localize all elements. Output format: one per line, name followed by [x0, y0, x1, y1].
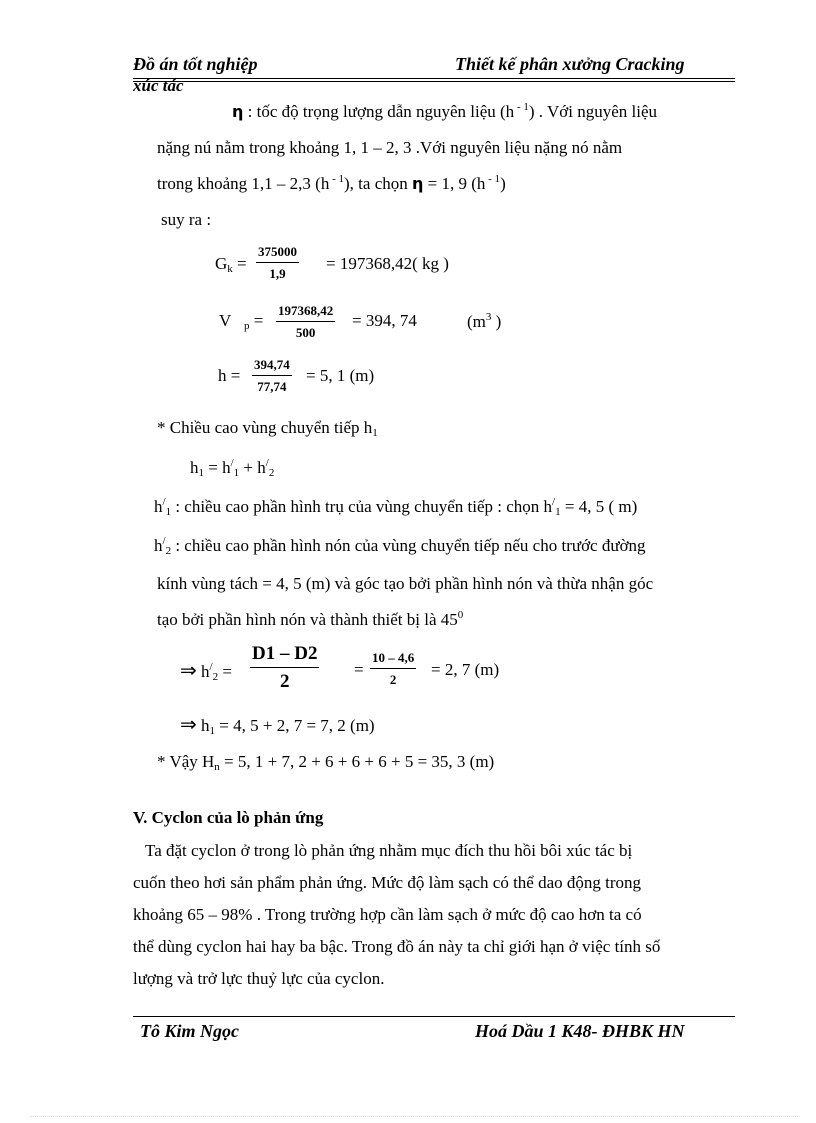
subscript: 2: [212, 671, 219, 683]
equals: =: [354, 660, 364, 679]
numeric-numerator: 10 – 4,6: [370, 650, 416, 669]
vp-fraction: [276, 303, 335, 341]
prime-mark: /: [162, 535, 166, 547]
gk-denominator: 1,9: [269, 266, 286, 281]
h-result: = 5, 1 (m): [306, 366, 375, 385]
header-rule-bottom: [133, 81, 735, 82]
vp-lhs: [219, 311, 263, 332]
subscript: 2: [268, 467, 275, 479]
text-fragment: + h: [239, 458, 266, 477]
suy-ra-label: suy ra :: [161, 210, 212, 229]
prime-mark: /: [552, 496, 556, 508]
implies-arrow-icon: ⇒: [180, 658, 197, 682]
footer-left: Tô Kim Ngọc: [140, 1021, 239, 1041]
text-fragment: h: [201, 716, 210, 735]
text-fragment: h: [154, 497, 163, 516]
text-line-2: nặng nú nằm trong khoảng 1, 1 – 2, 3 .Với nguyên liệu nặng nó nằm: [157, 138, 623, 157]
text-fragment: = h: [204, 458, 231, 477]
h-lhs: h =: [218, 366, 241, 385]
subscript: 1: [165, 506, 172, 518]
text-fragment: = 5, 1 + 7, 2 + 6 + 6 + 6 + 5 = 35, 3 (m): [219, 752, 495, 771]
subscript: 1: [198, 467, 204, 479]
h1-equation: [190, 457, 274, 479]
eta-symbol: η: [232, 102, 244, 121]
footer-right: Hoá Dầu 1 K48- ĐHBK HN: [475, 1021, 685, 1041]
h-denominator: 77,74: [257, 379, 287, 394]
gk-fraction: [256, 244, 299, 282]
text-fragment: ), ta chọn: [344, 174, 412, 193]
text-line-kinh: kính vùng tách = 4, 5 (m) và góc tạo bởi phần hình nón và thừa nhận góc: [157, 574, 654, 593]
text-fragment: = 1, 9 (h: [423, 174, 486, 193]
text-fragment: (m: [467, 312, 486, 331]
vp-result: = 394, 74: [352, 311, 417, 330]
h12-equation-lhs: [180, 658, 232, 683]
header-rule-top: [133, 78, 735, 79]
equals: =: [249, 311, 264, 330]
header-right: Thiết kế phân xưởng Cracking: [455, 54, 685, 74]
section-title: V. Cyclon của lò phản ứng: [133, 808, 324, 827]
subscript: k: [227, 263, 233, 275]
total-height-line: [157, 752, 494, 773]
text-line-3: [157, 173, 506, 194]
paragraph-line: thể dùng cyclon hai hay ba bậc. Trong đồ án này ta chỉ giới hạn ở việc tính số: [133, 937, 661, 956]
text-fragment: : chiều cao phần hình nón của vùng chuyển tiếp nếu cho trước đường: [175, 536, 646, 555]
h12-definition: [154, 535, 646, 557]
prime-mark: /: [265, 457, 269, 469]
gk-symbol: G: [215, 254, 228, 273]
vp-denominator: 500: [295, 325, 316, 340]
numeric-denominator: 2: [389, 672, 397, 687]
gk-result: = 197368,42( kg ): [326, 254, 449, 273]
superscript: 3: [485, 311, 492, 323]
superscript: - 1: [329, 173, 345, 185]
gk-numerator: 375000: [256, 244, 299, 263]
h11-definition: [154, 496, 637, 518]
text-fragment: : chiều cao phần hình trụ của vùng chuyển tiếp : chọn h: [175, 497, 553, 516]
footer-rule: [133, 1016, 735, 1017]
paragraph-line: Ta đặt cyclon ở trong lò phản ứng nhằm mục đích thu hồi bôi xúc tác bị: [145, 841, 633, 860]
eta-definition-end: ) . Với nguyên liệu: [528, 102, 657, 121]
numeric-fraction: [370, 650, 416, 688]
text-fragment: ): [500, 174, 506, 193]
gk-lhs: [215, 254, 247, 275]
subscript: 1: [555, 506, 561, 518]
superscript: 0: [457, 609, 464, 621]
subscript: 1: [372, 427, 378, 439]
text-line-tao: [157, 609, 463, 630]
eta-definition-line: [232, 101, 657, 122]
vp-unit: [467, 311, 501, 332]
paragraph-line: khoảng 65 – 98% . Trong trường hợp cần làm sạch ở mức độ cao hơn ta có: [133, 905, 642, 924]
subscript: 2: [165, 545, 172, 557]
text-fragment: ): [491, 312, 502, 331]
subscript: 1: [233, 467, 240, 479]
h1-result-line: [180, 712, 375, 737]
superscript: - 1: [485, 173, 501, 185]
text-fragment: h: [154, 536, 163, 555]
text-fragment: h: [201, 662, 210, 681]
d-numerator: D1 – D2: [250, 643, 319, 668]
text-fragment: * Chiều cao vùng chuyển tiếp h: [157, 418, 373, 437]
text-fragment: tạo bởi phần hình nón và thành thiết bị là 45: [157, 610, 458, 629]
header-left-continued: xúc tác: [133, 76, 184, 95]
h-numerator: 394,74: [252, 357, 292, 376]
eta-symbol: η: [412, 174, 424, 193]
implies-arrow-icon: ⇒: [180, 712, 197, 736]
text-fragment: trong khoảng 1,1 – 2,3 (h: [157, 174, 330, 193]
superscript: - 1: [514, 101, 529, 113]
prime-mark: /: [209, 661, 213, 673]
transition-height-heading: [157, 418, 378, 439]
d-fraction: [250, 643, 319, 693]
text-fragment: = 4, 5 + 2, 7 = 7, 2 (m): [215, 716, 375, 735]
page-edge: [30, 1116, 800, 1117]
vp-numerator: 197368,42: [276, 303, 335, 322]
equals: =: [232, 254, 247, 273]
paragraph-line: lượng và trở lực thuỷ lực của cyclon.: [133, 969, 385, 988]
equals: =: [218, 662, 232, 681]
text-fragment: * Vậy H: [157, 752, 215, 771]
text-fragment: = 4, 5 ( m): [560, 497, 638, 516]
text-fragment: h: [190, 458, 199, 477]
header-left: Đồ án tốt nghiệp: [133, 54, 258, 74]
subscript: p: [244, 320, 250, 332]
h12-result: = 2, 7 (m): [431, 660, 500, 679]
prime-mark: /: [230, 457, 234, 469]
h-fraction: [252, 357, 292, 395]
subscript: n: [214, 761, 220, 773]
eta-definition-text: : tốc độ trọng lượng dẫn nguyên liệu (h: [243, 102, 515, 121]
d-denominator: 2: [279, 671, 290, 692]
paragraph-line: cuốn theo hơi sản phẩm phản ứng. Mức độ làm sạch có thể dao động trong: [133, 873, 642, 892]
prime-mark: /: [162, 496, 166, 508]
subscript: 1: [209, 725, 216, 737]
vp-symbol: V: [219, 311, 232, 330]
